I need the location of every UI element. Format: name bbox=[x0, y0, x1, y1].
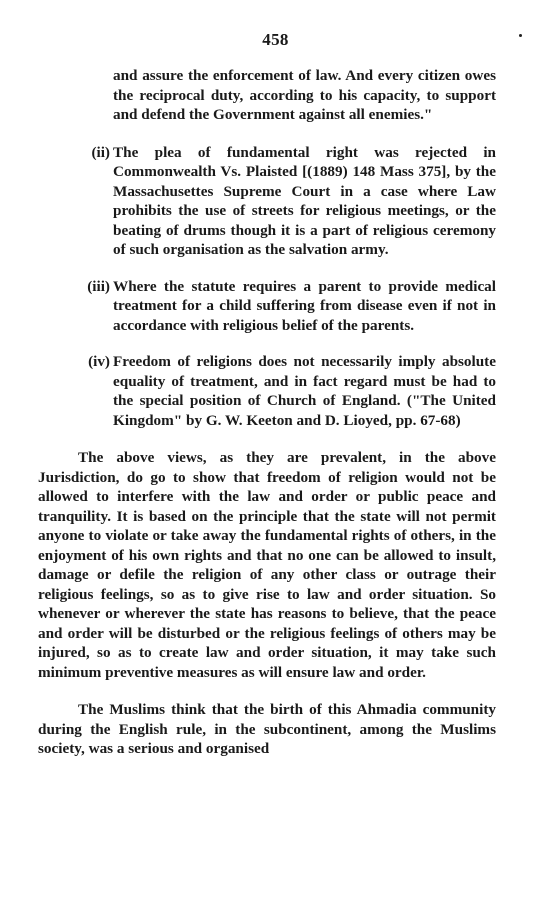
scan-speck bbox=[519, 34, 522, 37]
quote-continuation: and assure the enforcement of law. And every citizen owes the reciprocal duty, according to his capacity, to support and defend the Government against all enemies." bbox=[113, 67, 496, 123]
list-item-iv bbox=[38, 352, 496, 430]
page-body bbox=[38, 66, 496, 759]
list-marker: (iii) bbox=[87, 277, 110, 295]
list-marker: (iv) bbox=[88, 353, 110, 370]
page-number: 458 bbox=[262, 30, 289, 49]
list-item-iii bbox=[38, 277, 496, 336]
list-item-text: Where the statute requires a parent to provide medical treatment for a child suffering from disease even if not in accordance with religious belief of the parents. bbox=[113, 277, 496, 334]
list-marker: (ii) bbox=[91, 143, 110, 161]
body-paragraph: The Muslims think that the birth of this Ahmadia community during the English rule, in the subcontinent, among the Muslims society, was a serious and organised bbox=[38, 701, 496, 757]
list-item-ii bbox=[38, 143, 496, 260]
list-item-text: The plea of fundamental right was rejected in Commonwealth Vs. Plaisted [(1889) 148 Mass 375], by the Massachusettes Supreme Court in a case where Law prohibits the use of streets for religious meetings, or the beating of drums though it is a part of religious ceremony of such organisation as the salvation army. bbox=[113, 143, 496, 258]
list-item-text: Freedom of religions does not necessarily imply absolute equality of treatment, and in fact regard must be had to the special position of Church of England. ("The United Kingdom" by G. W. Keeton and D. Lioyed, pp. 67-68) bbox=[113, 353, 496, 429]
body-paragraph: The above views, as they are prevalent, in the above Jurisdiction, do go to show that freedom of religion would not be allowed to interfere with the law and order or public peace and tranquility. It is based on the principle that the state will not permit anyone to violate or take away the fundamental rights of others, in the enjoyment of his own rights and that no one can be allowed to insult, damage or defile the religion of any other class or outrage their religious feelings, so as to give rise to law and order situation. So whenever or wherever the state has reasons to believe, that the peace and order will be disturbed or the religious feelings of others may be injured, so as to create law and order situation, it may take such minimum preventive measures as will ensure law and order. bbox=[38, 449, 496, 681]
